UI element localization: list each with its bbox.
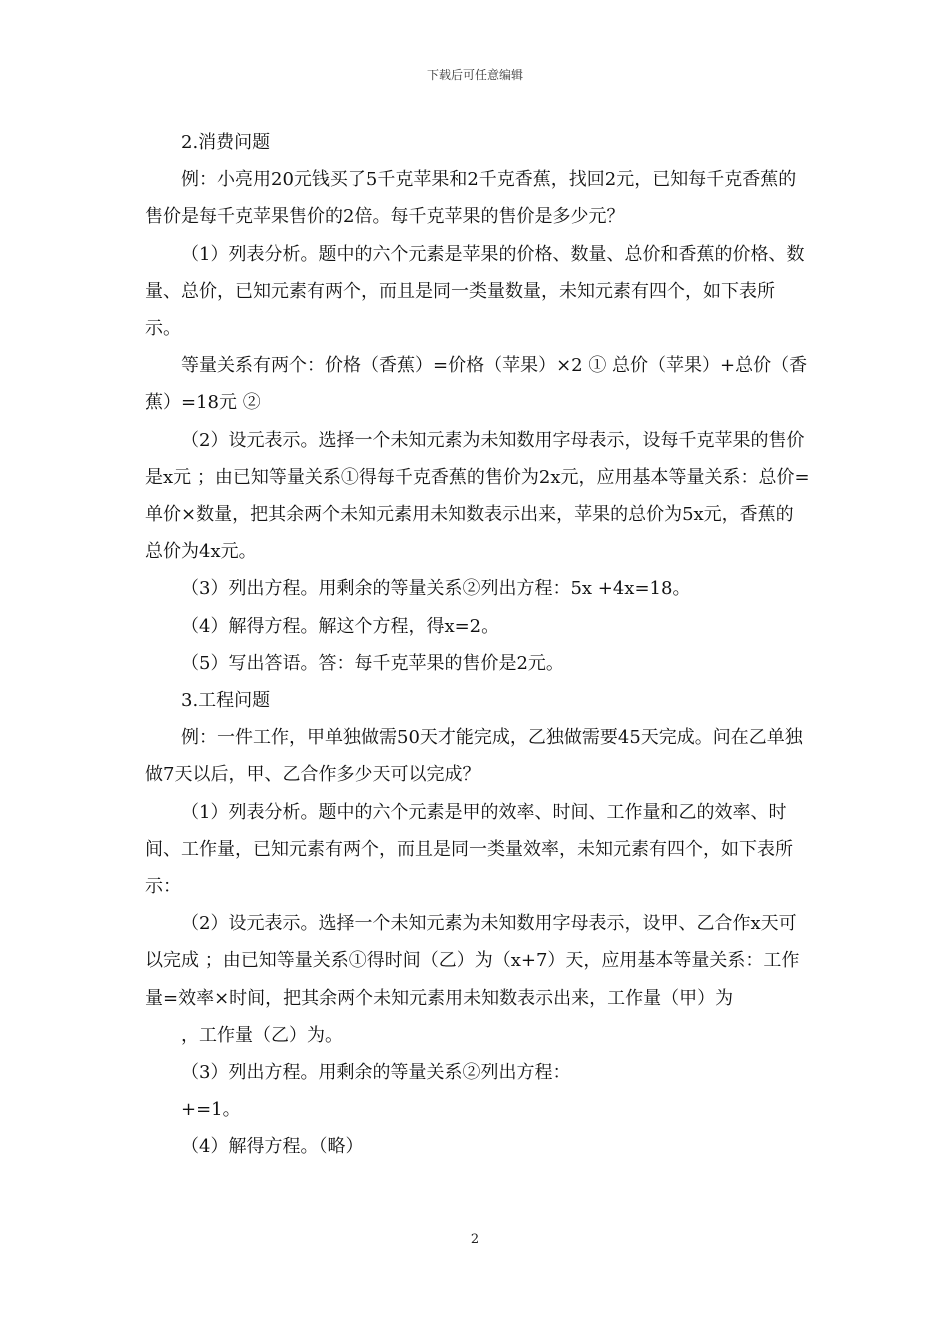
paragraph: （3）列出方程。用剩余的等量关系②列出方程： bbox=[181, 1062, 571, 1084]
section-heading-engineering: 3.工程问题 bbox=[181, 690, 271, 712]
paragraph: 例：小亮用20元钱买了5千克苹果和2千克香蕉，找回2元，已知每千克香蕉的售价是每千克苹果售价的2倍。每千克苹果的售价是多少元？ bbox=[145, 169, 797, 228]
paragraph: 等量关系有两个：价格（香蕉）=价格（苹果）×2 ① 总价（苹果）+总价（香蕉）=18元 ② bbox=[145, 355, 808, 414]
paragraph: （4）解得方程。解这个方程，得x=2。 bbox=[181, 615, 500, 637]
paragraph: 例：一件工作，甲单独做需50天才能完成，乙独做需要45天完成。问在乙单独做7天以后，甲、乙合作多少天可以完成？ bbox=[145, 727, 803, 786]
paragraph: （5）写出答语。答：每千克苹果的售价是2元。 bbox=[181, 652, 564, 674]
paragraph: （1）列表分析。题中的六个元素是甲的效率、时间、工作量和乙的效率、时间、工作量，已知元素有两个，而且是同一类量效率，未知元素有四个，如下表所示： bbox=[145, 801, 793, 898]
paragraph: ，工作量（乙）为。 bbox=[181, 1024, 343, 1046]
paragraph: （3）列出方程。用剩余的等量关系②列出方程：5x +4x=18。 bbox=[181, 578, 691, 600]
section-heading-consumption: 2.消费问题 bbox=[181, 132, 271, 153]
paragraph: （4）解得方程。（略） bbox=[181, 1136, 364, 1158]
paragraph: +=1。 bbox=[181, 1099, 241, 1121]
paragraph: （2）设元表示。选择一个未知元素为未知数用字母表示，设甲、乙合作x天可以完成 ；由已知等量关系①得时间（乙）为（x+7）天，应用基本等量关系：工作量=效率×时间，把其余两个未知元素用未知数表示出来，工作量（甲）为 bbox=[145, 913, 800, 1009]
paragraph: （2）设元表示。选择一个未知元素为未知数用字母表示，设每千克苹果的售价是x元 ；由已知等量关系①得每千克香蕉的售价为2x元，应用基本等量关系：总价=单价×数量，把其余两个未知元素用未知数表示出来，苹果的总价为5x元，香蕉的总价为4x元。 bbox=[145, 429, 810, 563]
document-body bbox=[145, 124, 810, 1166]
page-header: 下载后可任意编辑 bbox=[426, 68, 523, 82]
paragraph: （1）列表分析。题中的六个元素是苹果的价格、数量、总价和香蕉的价格、数量、总价，已知元素有两个，而且是同一类量数量，未知元素有四个，如下表所示。 bbox=[145, 243, 805, 340]
page-number: 2 bbox=[470, 1232, 480, 1247]
